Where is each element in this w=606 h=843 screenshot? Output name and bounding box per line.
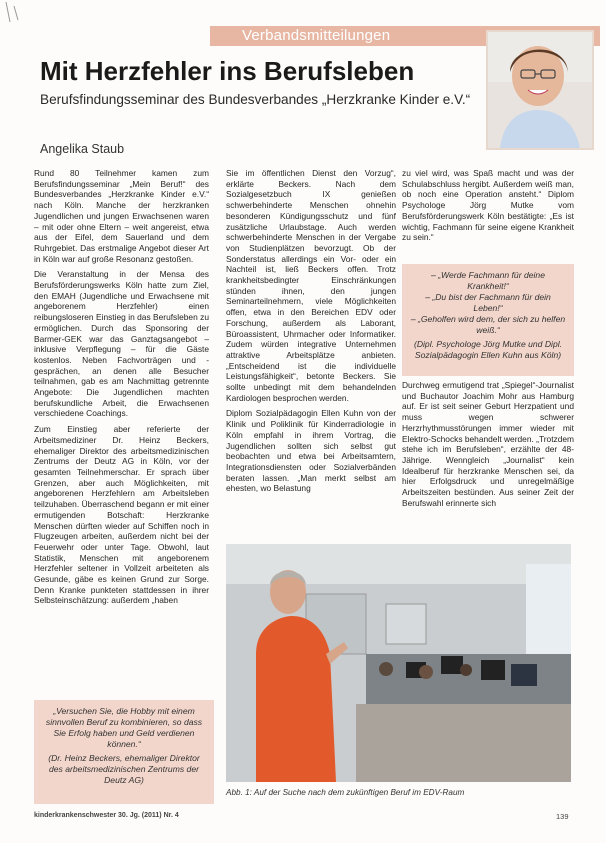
page-number: 139	[556, 812, 569, 821]
journal-footer: kinderkrankenschwester 30. Jg. (2011) Nr. 4	[34, 812, 179, 819]
author-photo	[486, 30, 594, 150]
paragraph: Durchweg ermutigend trat „Spiegel“-Journalist und Buchautor Joachim Mohr aus Hamburg auf. Er ist seit seiner Geburt Herzpatient und muss wegen schwerer Herzrhythmusstörungen immer wieder mit Elektro-Schocks behandelt werden. „Trotzdem stehe ich im Berufsleben“, erzählte der 48-Jährige. Wenngleich „Journalist“ kein Idealberuf für herzkranke Menschen sei, da hier Erfolgsdruck und unregelmäßige Arbeitszeiten bestünden. Aus seiner Zeit der Berufswahl erinnerte sich	[402, 380, 574, 508]
paragraph: Rund 80 Teilnehmer kamen zum Berufsfindungsseminar „Mein Beruf!“ des Bundesverbandes „Herzkranke Kinder e.V.“ nach Köln. Manche der herzkranken Jugendlichen und jungen Erwachsenen waren – mit oder ohne Eltern – weit angereist, etwa aus der Eifel, dem Sauerland und dem Ruhrgebiet. Das erstmalige Angebot dieser Art in Köln war auf große Resonanz gestoßen.	[34, 168, 209, 264]
text-column-2	[226, 168, 396, 538]
pull-quote-box	[34, 700, 214, 804]
paragraph: zu viel wird, was Spaß macht und was der Schulabschluss hergibt. Außerdem weiß man, ob noch eine Operation ansteht.“ Diplom Psychologe Jörg Mutke vom Berufsförderungswerk Köln bestätigte: „Es ist wichtig, Fachmann für seine eigene Krankheit zu sein.“	[402, 168, 574, 243]
quote-line: – „Du bist der Fachmann für dein Leben!“	[425, 292, 551, 313]
scan-corner-mark	[0, 0, 30, 30]
quote-source: (Dr. Heinz Beckers, ehemaliger Direktor des arbeitsmedizinischen Zentrums der Deutz AG)	[48, 753, 200, 785]
text-column-3-top	[402, 168, 574, 263]
article-photo-computer-room	[226, 544, 571, 782]
paragraph: Diplom Sozialpädagogin Ellen Kuhn von der Klinik und Poliklinik für Kinderradiologie in Köln empfahl in ihrem Vortrag, die Jugendlichen sollten sich selbst gut beobachten und etwa bei Arbeitsamtern, Integrationsdiensten oder Sozialverbänden beraten lassen. „Man merkt selbst am ehesten, wo Belastung	[226, 408, 396, 494]
quote-text: „Versuchen Sie, die Hobby mit einem sinnvollen Beruf zu kombinieren, so dass Sie Erfolg haben und Geld verdienen können.“	[45, 706, 203, 749]
figure-caption: Abb. 1: Auf der Suche nach dem zukünftigen Beruf im EDV-Raum	[226, 788, 465, 797]
section-label: Verbandsmitteilungen	[242, 27, 391, 44]
article-title: Mit Herzfehler ins Berufsleben	[40, 56, 415, 86]
quote-line: – „Werde Fachmann für deine Krankheit!“	[430, 270, 545, 291]
paragraph: Zum Einstieg aber referierte der Arbeitsmediziner Dr. Heinz Beckers, ehemaliger Direktor des arbeitsmedizinischen Zentrums der Deutz AG in Köln, vor der gesamten Teilnehmerschar. Er sprach über Grenzen, aber auch Möglichkeiten, mit angeborenen Herzfehlern am Arbeitsleben teilzuhaben. Überraschend begann er mit einer ermutigenden Botschaft: Herzkranke Menschen dürften wieder auf Schiffen noch in Flugzeugen arbeiten, außerdem nicht bei der Feuerwehr oder unter Tage. Obwohl, laut Statistik, Menschen mit angeborenem Herzfehler seltener in Vollzeit arbeiteten als Gesunde, gäbe es keinen Grund zur Sorge. Denn Kranke punkteten stattdessen in ihrer Selbsteinschätzung: außerdem „haben	[34, 424, 209, 606]
author-name: Angelika Staub	[40, 142, 125, 156]
paragraph: Sie im öffentlichen Dienst den Vorzug“, erklärte Beckers. Nach dem Sozialgesetzbuch IX genießen schwerbehinderte Menschen ohnehin besonderen Kündigungsschutz und fünf zusätzliche Urlaubstage. Auch werden schwerbehinderte Menschen in der Vergabe von Studienplätzen bevorzugt. Ob der Sonderstatus allerdings ein Vor- oder ein Nachteil ist, ließ Beckers offen. Trotz krankheitsbedingter Einschränkungen stünden ihnen, den jungen Seminarteilnehmern, viele Möglichkeiten offen, etwa in den Bereichen EDV oder Forschung, außerdem als Laborant, Büroassistent, Uhrmacher oder Informatiker. Zudem würden integrative Unternehmen attraktive Arbeitsplätze anbieten. „Entscheidend ist die individuelle Leistungsfähigkeit“, betonte Beckers. Sie sollte unbedingt mit dem behandelnden Kardiologen besprochen werden.	[226, 168, 396, 403]
pull-quote-box	[402, 264, 574, 376]
paragraph: Die Veranstaltung in der Mensa des Berufsförderungswerks Köln hatte zum Ziel, den EMAH (Jugendliche und Erwachsene mit angeborenem Herzfehler) einen reibungsloseren Einstieg in das Berufsleben zu ermöglichen. Durch das Sponsoring der Barmer-GEK war das Ganztagsangebot – inklusive Verpflegung – für die Gäste kostenlos. Neben Fachvorträgen und -gesprächen, an denen alle Besucher teilnahmen, gab es am Nachmittag getrennte Angebote: Die Jugendlichen machten berufskundliche Arbeit, die Erwachsenen verschiedene Coachings.	[34, 269, 209, 419]
quote-line: – „Geholfen wird dem, der sich zu helfen weiß.“	[410, 314, 566, 335]
text-column-3-bottom	[402, 380, 574, 550]
article-subtitle: Berufsfindungsseminar des Bundesverbandes „Herzkranke Kinder e.V.“	[40, 92, 471, 107]
quote-source: (Dipl. Psychologe Jörg Mutke und Dipl. Sozialpädagogin Ellen Kuhn aus Köln)	[413, 339, 563, 360]
text-column-1	[34, 168, 209, 688]
